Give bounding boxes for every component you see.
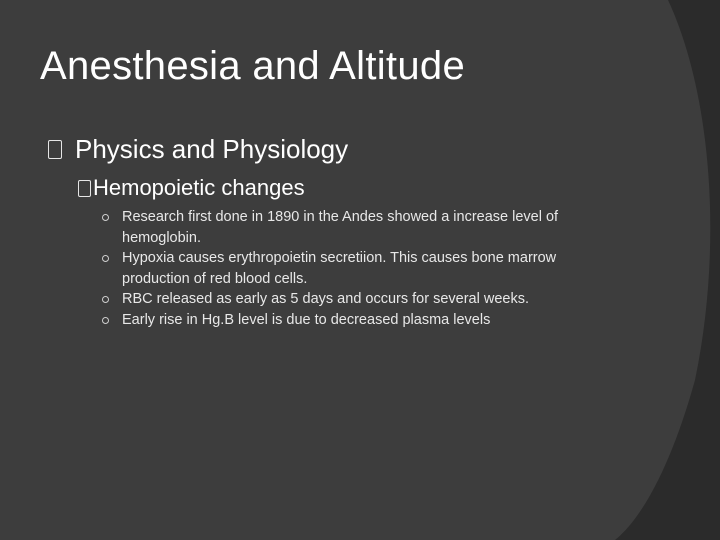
list-item-text: Early rise in Hg.B level is due to decreased plasma levels <box>122 311 491 328</box>
slide-title: Anesthesia and Altitude <box>40 44 465 88</box>
list-item <box>100 289 620 310</box>
subheading-text: Hemopoietic changes <box>93 175 305 200</box>
heading-text: Physics and Physiology <box>75 134 349 164</box>
bullet-list <box>100 207 620 330</box>
list-item <box>100 310 620 331</box>
ring-bullet-icon <box>102 214 109 221</box>
missing-glyph-bullet-icon <box>48 140 62 159</box>
ring-bullet-icon <box>102 296 109 303</box>
missing-glyph-bullet-icon <box>78 180 91 197</box>
list-item <box>100 248 620 289</box>
list-item-text: Research first done in 1890 in the Andes showed a increase level of hemoglobin. <box>122 209 559 246</box>
heading-level1 <box>48 134 348 165</box>
ring-bullet-icon <box>102 317 109 324</box>
list-item <box>100 207 620 248</box>
list-item-text: Hypoxia causes erythropoietin secretiion. This causes bone marrow production of red blood cells. <box>122 250 557 287</box>
subheading-level2 <box>78 175 305 201</box>
ring-bullet-icon <box>102 255 109 262</box>
list-item-text: RBC released as early as 5 days and occurs for several weeks. <box>122 291 529 307</box>
